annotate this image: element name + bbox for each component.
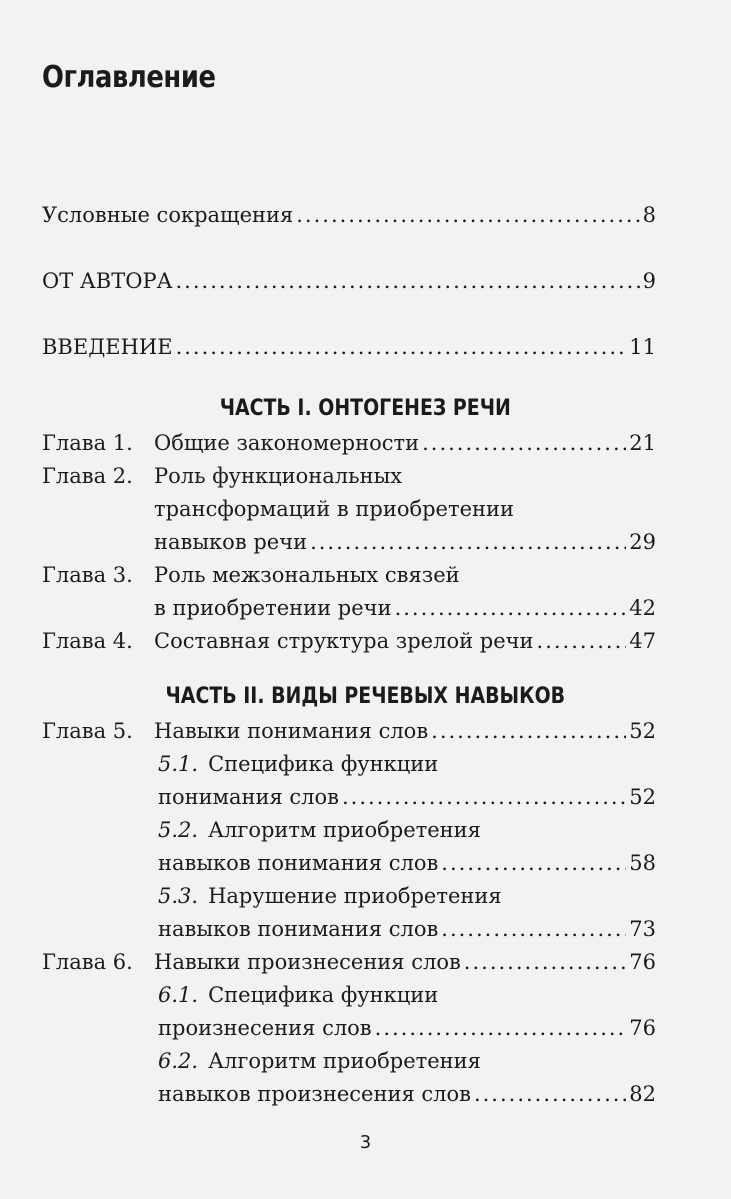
section-title-line: навыков понимания слов xyxy=(158,917,439,941)
part-2-heading xyxy=(0,684,731,709)
section-page: 58 xyxy=(629,851,656,875)
page-number: 3 xyxy=(359,1132,372,1153)
toc-section-5-3-end xyxy=(158,912,656,946)
toc-section-6-2-end xyxy=(158,1077,656,1111)
toc-section-5-2-end xyxy=(158,846,656,880)
section-page: 52 xyxy=(629,785,656,809)
section-title-line: Специфика функции xyxy=(208,983,439,1007)
toc-section-5-2 xyxy=(158,813,656,847)
toc-section-6-1-end xyxy=(158,1011,656,1045)
toc-section-5-3 xyxy=(158,879,656,913)
chapter-title: Составная структура зрелой речи xyxy=(154,629,534,653)
leader-dots xyxy=(375,1011,627,1045)
section-title-line: Алгоритм приобретения xyxy=(208,1049,481,1073)
chapter-page: 52 xyxy=(629,719,656,743)
chapter-title-line: Роль межзональных связей xyxy=(154,563,460,587)
toc-chapter-2-cont xyxy=(154,492,656,526)
leader-dots xyxy=(176,264,640,298)
chapter-page: 21 xyxy=(629,431,656,455)
chapter-label: Глава 3. xyxy=(42,563,133,587)
leader-dots xyxy=(474,1077,626,1111)
chapter-title: Навыки понимания слов xyxy=(154,719,429,743)
section-number: 6.2. xyxy=(158,1049,199,1073)
part-2-title: ЧАСТЬ II. ВИДЫ РЕЧЕВЫХ НАВЫКОВ xyxy=(165,684,566,709)
leader-dots xyxy=(537,624,627,658)
leader-dots xyxy=(441,912,626,946)
leader-dots xyxy=(310,525,626,559)
leader-dots xyxy=(342,780,626,814)
leader-dots xyxy=(296,198,639,232)
toc-heading: Оглавление xyxy=(42,60,216,95)
section-page: 82 xyxy=(629,1082,656,1106)
toc-chapter-2 xyxy=(42,459,656,493)
part-1-title: ЧАСТЬ I. ОНТОГЕНЕЗ РЕЧИ xyxy=(219,396,512,421)
section-title-line: Алгоритм приобретения xyxy=(208,818,481,842)
leader-dots xyxy=(431,714,626,748)
toc-section-5-1-end xyxy=(158,780,656,814)
chapter-title: Общие закономерности xyxy=(154,431,420,455)
section-number: 5.2. xyxy=(158,818,199,842)
section-number: 6.1. xyxy=(158,983,199,1007)
toc-chapter-2-end xyxy=(154,525,656,559)
chapter-page: 76 xyxy=(629,950,656,974)
chapter-title-line: в приобретении речи xyxy=(154,596,392,620)
section-title-line: Нарушение приобретения xyxy=(208,884,502,908)
entry-page: 9 xyxy=(642,269,656,293)
chapter-label: Глава 6. xyxy=(42,950,133,974)
section-title-line: понимания слов xyxy=(158,785,339,809)
toc-chapter-3-end xyxy=(154,591,656,625)
section-title-line: Специфика функции xyxy=(208,752,439,776)
leader-dots xyxy=(422,426,626,460)
toc-entry-abbreviations xyxy=(42,198,656,232)
toc-chapter-3 xyxy=(42,558,656,592)
toc-entry-author xyxy=(42,264,656,298)
chapter-page: 42 xyxy=(629,596,656,620)
toc-chapter-4 xyxy=(42,624,656,658)
chapter-page: 29 xyxy=(629,530,656,554)
chapter-label: Глава 2. xyxy=(42,464,133,488)
leader-dots xyxy=(395,591,627,625)
section-page: 73 xyxy=(629,917,656,941)
toc-section-6-2 xyxy=(158,1044,656,1078)
chapter-page: 47 xyxy=(629,629,656,653)
leader-dots xyxy=(441,846,626,880)
part-1-heading xyxy=(0,396,731,421)
chapter-label: Глава 1. xyxy=(42,431,133,455)
toc-section-5-1 xyxy=(158,747,656,781)
toc-section-6-1 xyxy=(158,978,656,1012)
entry-title: ВВЕДЕНИЕ xyxy=(42,335,173,359)
section-title-line: навыков произнесения слов xyxy=(158,1082,471,1106)
toc-chapter-1 xyxy=(42,426,656,460)
toc-chapter-5 xyxy=(42,714,656,748)
section-title-line: произнесения слов xyxy=(158,1016,372,1040)
leader-dots xyxy=(464,945,626,979)
section-number: 5.3. xyxy=(158,884,199,908)
section-title-line: навыков понимания слов xyxy=(158,851,439,875)
entry-page: 8 xyxy=(642,203,656,227)
leader-dots xyxy=(176,330,627,364)
chapter-label: Глава 5. xyxy=(42,719,133,743)
entry-title: Условные сокращения xyxy=(42,203,294,227)
toc-entry-introduction xyxy=(42,330,656,364)
chapter-title: Навыки произнесения слов xyxy=(154,950,461,974)
entry-title: ОТ АВТОРА xyxy=(42,269,173,293)
section-number: 5.1. xyxy=(158,752,199,776)
toc-chapter-6 xyxy=(42,945,656,979)
entry-page: 11 xyxy=(629,335,656,359)
chapter-title-line: трансформаций в приобретении xyxy=(154,497,515,521)
section-page: 76 xyxy=(629,1016,656,1040)
chapter-title-line: навыков речи xyxy=(154,530,308,554)
chapter-title-line: Роль функциональных xyxy=(154,464,403,488)
chapter-label: Глава 4. xyxy=(42,629,133,653)
